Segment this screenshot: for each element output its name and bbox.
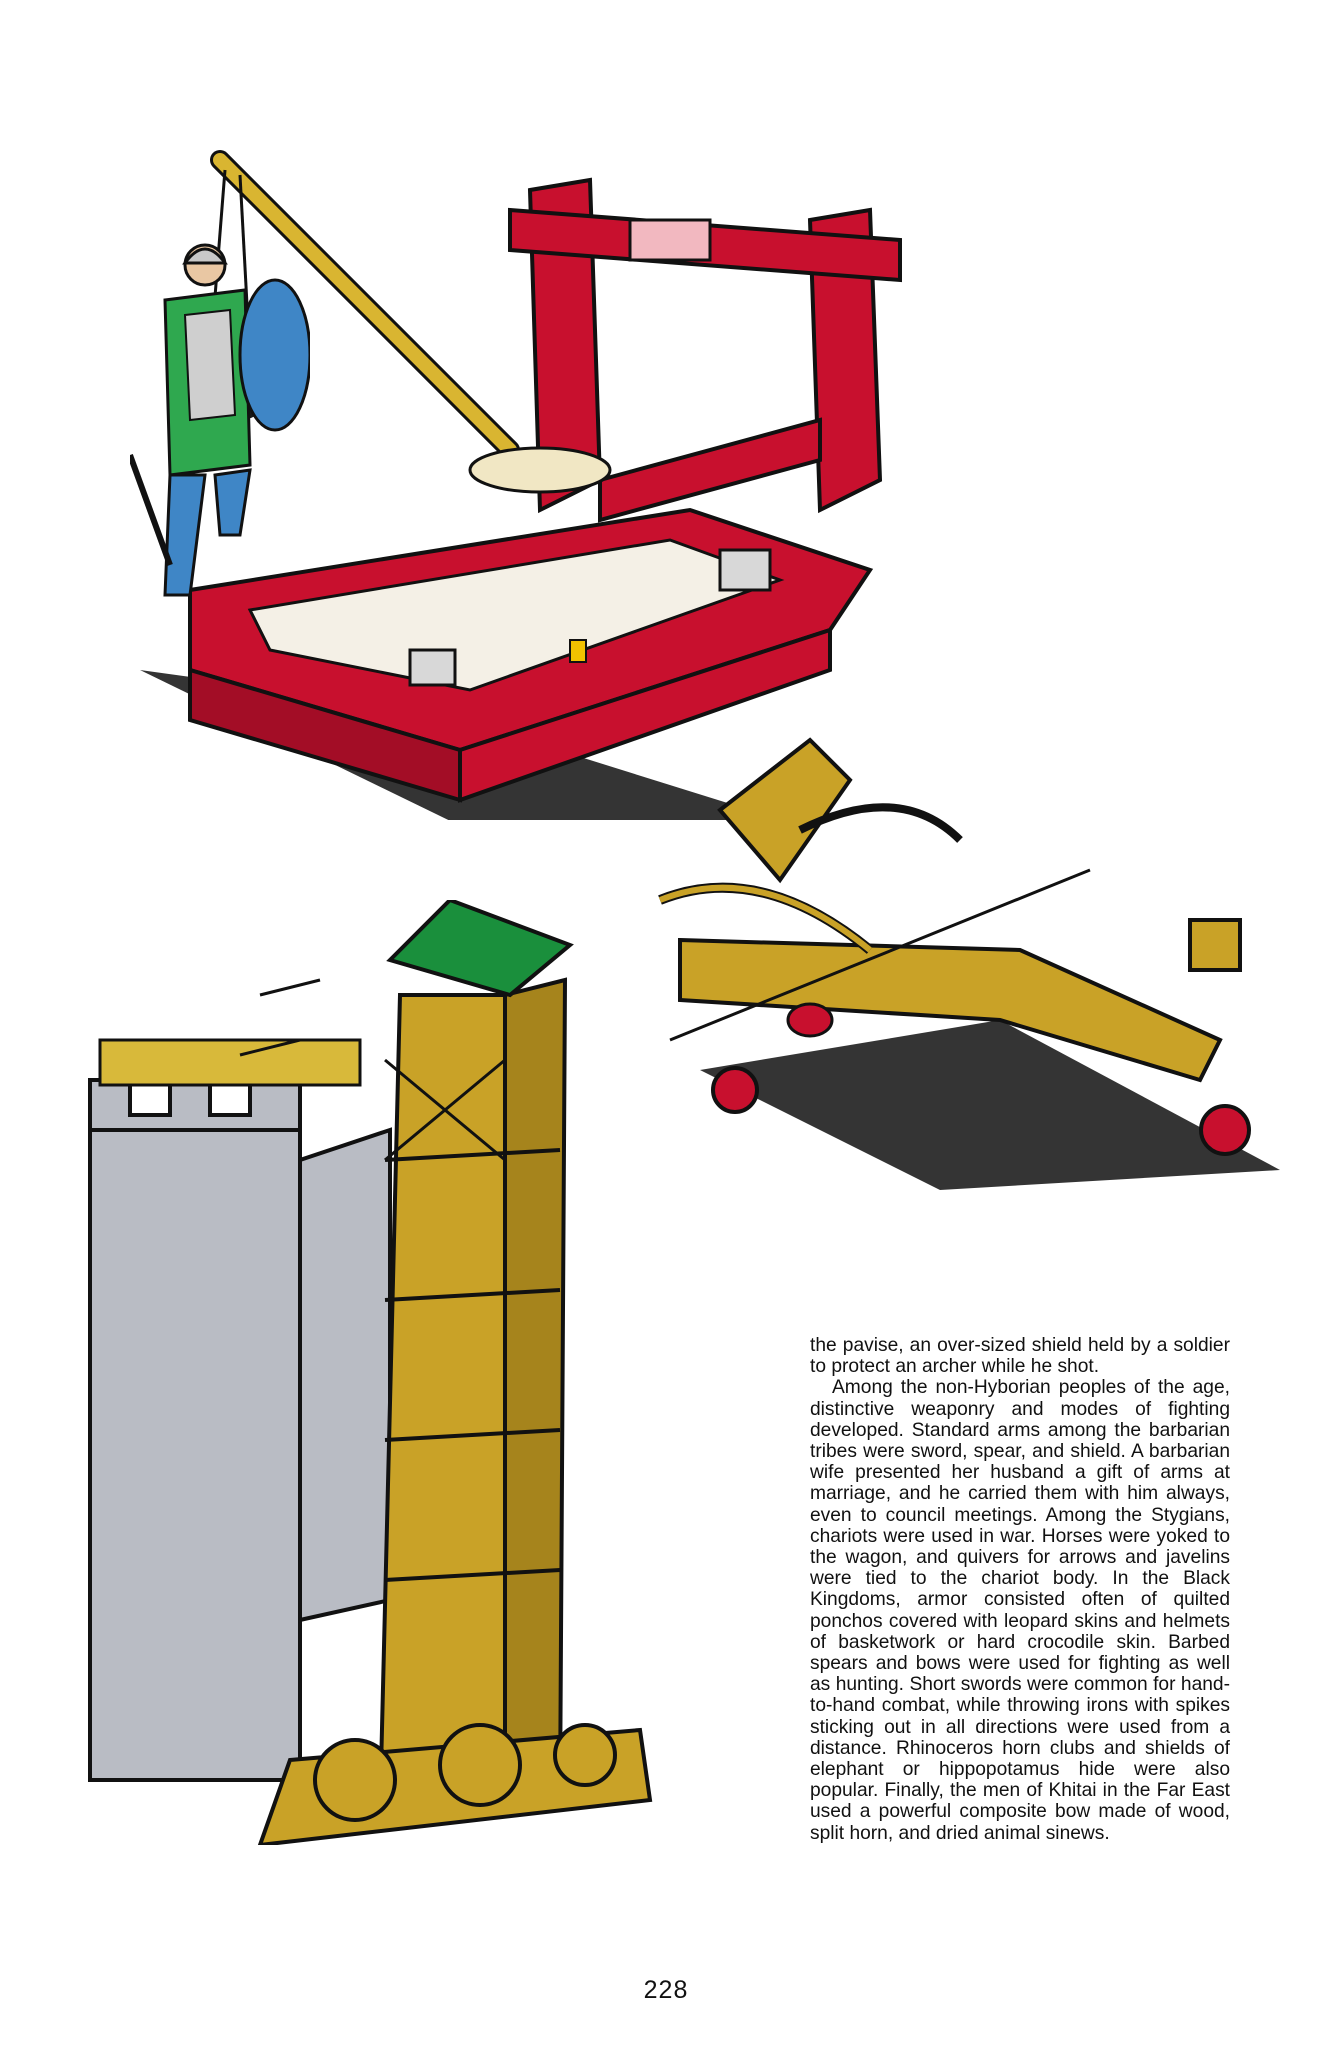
body-text-column xyxy=(810,1335,1230,1844)
knight-drawing xyxy=(130,235,310,630)
page-number: 228 xyxy=(643,1976,689,2004)
ballista-illustration xyxy=(640,720,1280,1200)
knight-illustration xyxy=(130,235,310,630)
siege-tower-illustration xyxy=(60,900,670,1845)
siege-tower-drawing xyxy=(60,900,670,1845)
paragraph: the pavise, an over-sized shield held by a soldier to protect an archer while he shot. xyxy=(810,1335,1230,1378)
paragraph: Among the non-Hyborian peoples of the age, distinctive weaponry and modes of fighting developed. Standard arms among the barbarian tribes were sword, spear, and shield. A barbarian wife presented her husband a gift of arms at marriage, and he carried them with him always, even to council meetings. Among the Stygians, chariots were used in war. Horses were yoked to the wagon, and quivers for arrows and javelins were tied to the chariot body. In the Black Kingdoms, armor consisted often of quilted ponchos covered with leopard skins and helmets of basketwork or hard crocodile skin. Barbed spears and bows were used for fighting as well as hunting. Short swords were common for hand-to-hand combat, while throwing irons with spikes sticking out in all directions were used from a distance. Rhinoceros horn clubs and shields of elephant or hippopotamus hide were also popular. Finally, the men of Khitai in the Far East used a powerful composite bow made of wood, split horn, and dried animal sinews. xyxy=(810,1377,1230,1844)
ballista-drawing xyxy=(640,720,1280,1200)
